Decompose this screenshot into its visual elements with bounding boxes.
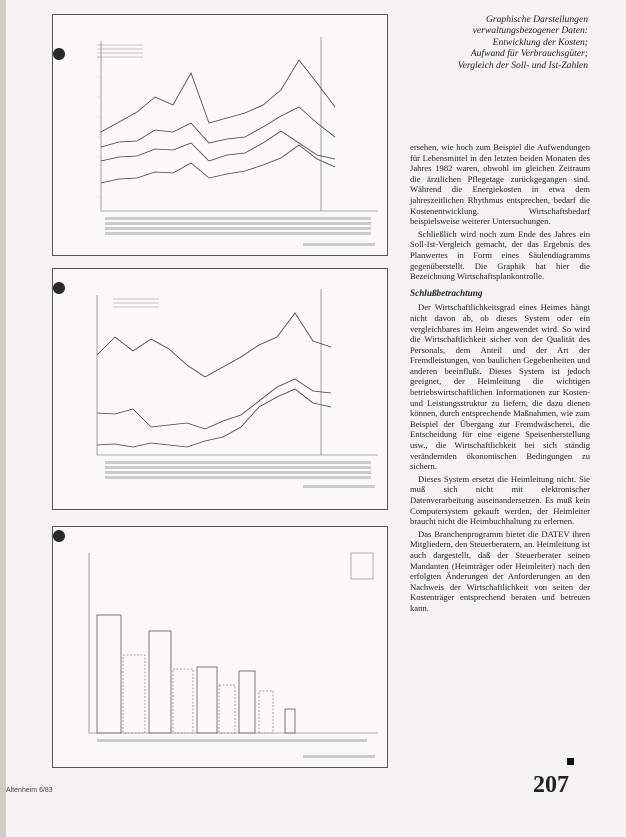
- figure-caption: [412, 14, 588, 71]
- paragraph-2: Schließlich wird noch zum Ende des Jahres ein Soll-Ist-Vergleich gemacht, der das Ergebnis des Planwertes in Form eines Säulendiagramms gegenüberstellt. Die Graphik hat hier die Bezeichnung Wirtschaftsplankontrolle.: [410, 228, 590, 282]
- paragraph-4: Dieses System ersetzt die Heimleitung nicht. Sie muß sich nicht mit elektronischer Datenverarbeitung auseinandersetzen. Es muß kein Computersystem gekauft werden, der Heimleiter braucht nicht die Heimbuchhaltung zu erlernen.: [410, 473, 590, 527]
- caption-line-3: Entwicklung der Kosten;: [492, 36, 588, 48]
- caption-line-4: Aufwand für Verbrauchsgüter;: [470, 48, 588, 60]
- punch-hole-icon: [53, 282, 65, 294]
- punch-hole-icon: [53, 530, 65, 542]
- caption-line-1: Graphische Darstellungen: [485, 14, 588, 25]
- figure-plan-actual-comparison: [52, 526, 388, 768]
- figure-cost-development: [52, 14, 388, 256]
- paragraph-5: Das Branchenprogramm bietet die DATEV ihren Mitgliedern, den Steuerberatern, an. Heimleitung ist auch dargestellt, daß der Steuerberater seinen Mandanten (Heimträger oder Heimleiter) nach den erfolgten Änderungen der Anforderungen an den Nachweis der Wirtschaftlichkeit von seiten der Kostenträger entsprechend beraten und betreuen kann.: [410, 528, 590, 613]
- end-of-article-mark: [567, 758, 574, 765]
- footer-journal: Altenheim 6/83: [6, 787, 53, 794]
- text-column: [410, 142, 590, 616]
- page-number: 207: [533, 772, 569, 798]
- caption-line-2: verwaltungsbezogener Daten:: [472, 25, 588, 37]
- paragraph-1: ersehen, wie hoch zum Beispiel die Aufwendungen für Lebensmittel in den letzten beiden Monaten des Jahres 1982 waren, obwohl im gleichen Zeitraum die ärztlichen Pflegetage zurückgegangen sind. Während die Energiekosten in etwa dem jahreszeitlichen Rhythmus entsprechen, bedarf die Kostenentwicklung. Wirtschaftsbedarf beispielsweise weiterer Untersuchungen.: [410, 142, 590, 227]
- figure-consumables: [52, 268, 388, 510]
- paragraph-3: Der Wirtschaftlichkeitsgrad eines Heimes hängt nicht davon ab, ob dieses System oder ein vergleichbares im Heim angewendet wird. So wird die Wirtschaftlichkeit sicher von der Qualität des Personals, dem Anteil und der Art der Fremdleistungen, von baulichen Gegebenheiten und anderen beeinflußt. Dieses System ist jedoch geeignet, der Heimleitung die wichtigen betriebswirtschaftlichen Informationen zur Kosten- und Leistungsstruktur zu liefern, die dazu dienen können, durch entsprechende Maßnahmen, wie zum Beispiel der Übergang zur Fremdwäscherei, die Entscheidung für eine eigene Speisenherstellung usw., die Wirtschaftlichkeit bei sich ständig verändernden ökonomischen Bedingungen zu sichern.: [410, 302, 590, 472]
- figure-1-graphic: [53, 15, 387, 255]
- page-edge: [0, 0, 6, 837]
- caption-line-5: Vergleich der Soll- und Ist-Zahlen: [457, 59, 588, 71]
- figure-3-graphic: [53, 527, 387, 767]
- section-heading: Schlußbetrachtung: [410, 287, 483, 298]
- figure-2-graphic: [53, 269, 387, 509]
- punch-hole-icon: [53, 48, 65, 60]
